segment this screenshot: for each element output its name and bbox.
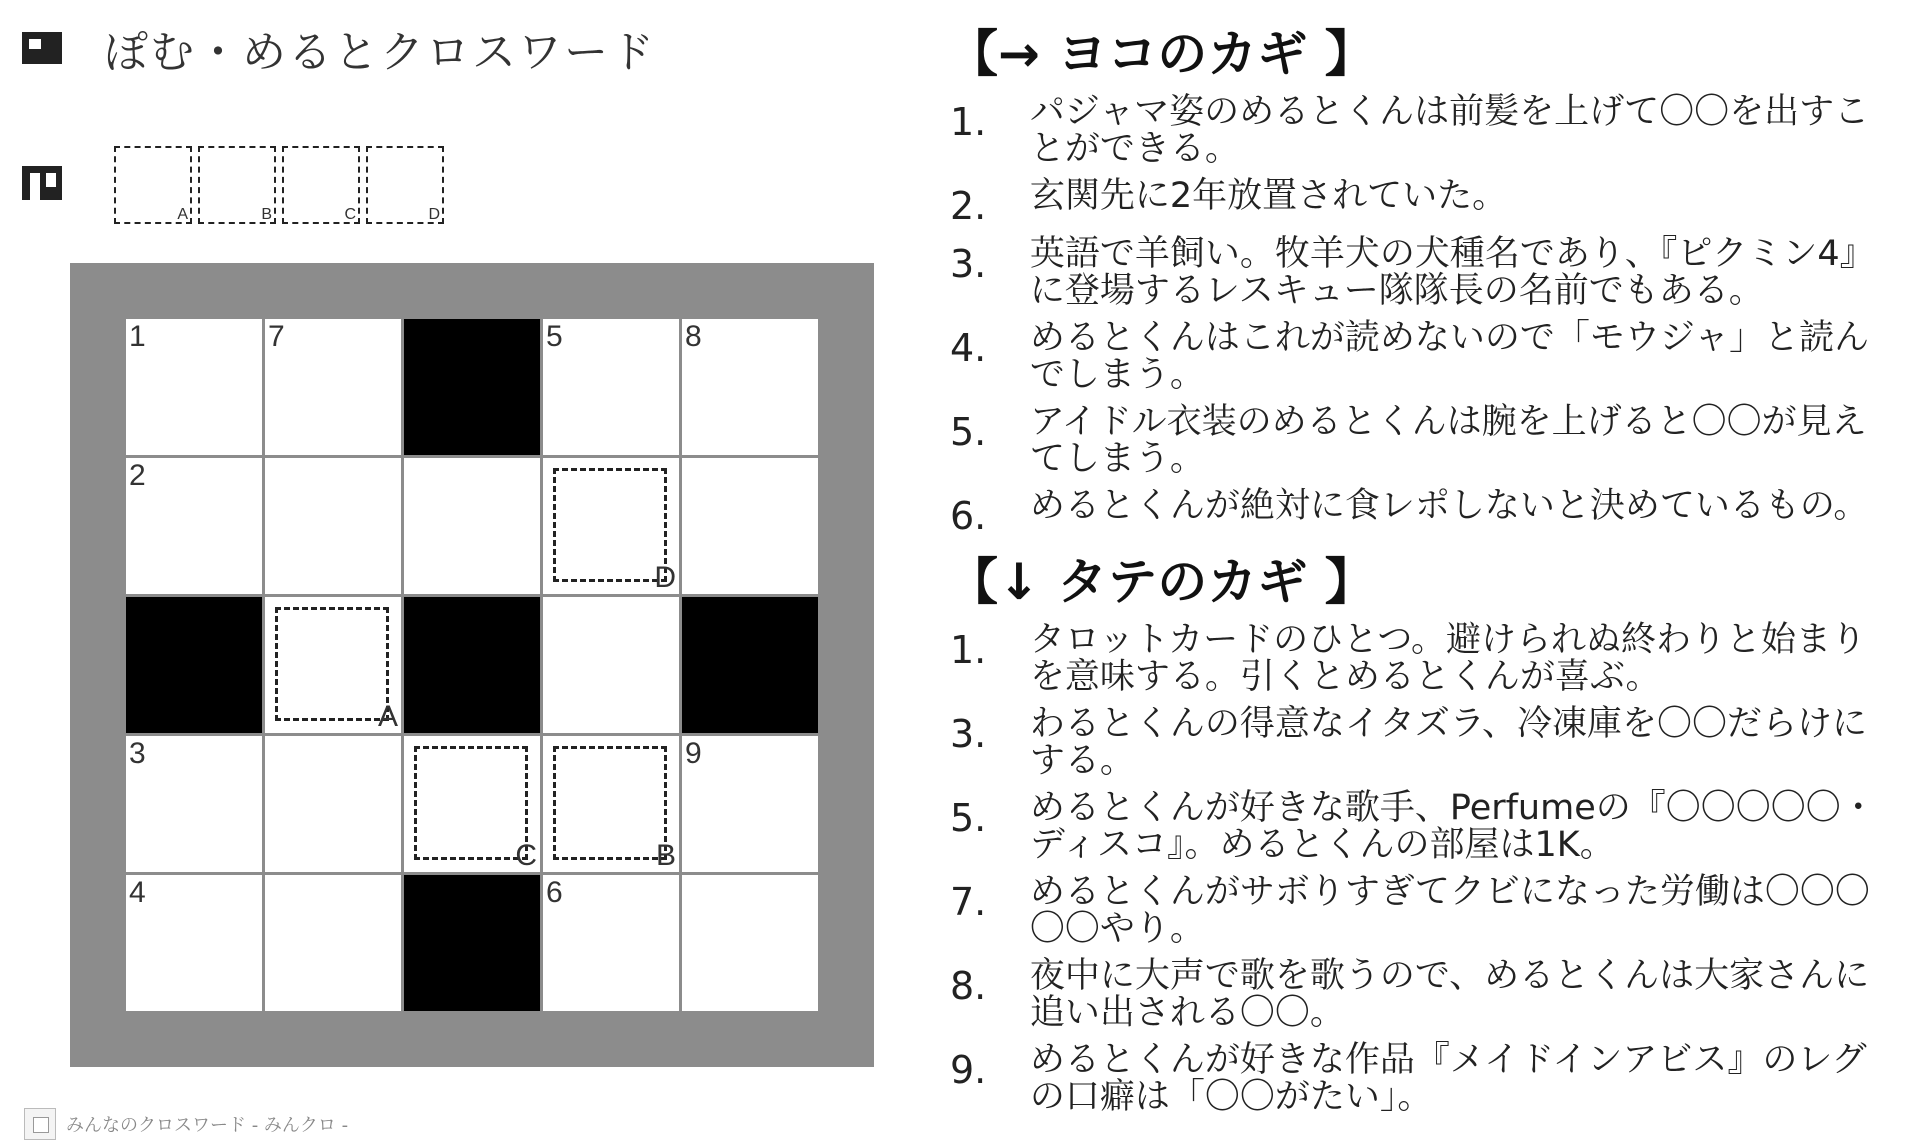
- clue-text: 夜中に大声で歌を歌うので、めるとくんは大家さんに追い出される〇〇。: [1029, 956, 1870, 1033]
- black-cell: [404, 875, 540, 1011]
- down-clue-item[interactable]: [948, 958, 1900, 1032]
- grid-cell[interactable]: [265, 319, 401, 455]
- grid-cell[interactable]: [543, 458, 679, 594]
- footer-text: みんなのクロスワード - みんクロ -: [66, 1115, 349, 1136]
- clue-number: 1.: [950, 100, 987, 144]
- grid-cell[interactable]: [404, 458, 540, 594]
- answer-marker: C: [515, 839, 537, 872]
- answer-label: B: [261, 206, 272, 223]
- down-heading: 【↓ タテのカギ 】: [948, 553, 1375, 611]
- black-cell: [126, 597, 262, 733]
- grid-cell[interactable]: [682, 875, 818, 1011]
- clue-text: パジャマ姿のめるとくんは前髪を上げて〇〇を出すことができる。: [1029, 92, 1870, 169]
- answer-box-a[interactable]: [114, 146, 192, 224]
- clue-text: 玄関先に2年放置されていた。: [1029, 176, 1508, 216]
- crossword-board: [70, 263, 874, 1067]
- clue-text: めるとくんが絶対に食レポしないと決めているもの。: [1029, 486, 1869, 526]
- cell-number: 3: [129, 737, 146, 770]
- header: [22, 18, 656, 78]
- grid-cell[interactable]: [543, 319, 679, 455]
- answer-label: C: [344, 206, 356, 223]
- clue-number: 4.: [950, 326, 987, 370]
- puzzle-logo-icon: [22, 32, 62, 64]
- grid-cell[interactable]: [265, 458, 401, 594]
- grid-cell[interactable]: [265, 597, 401, 733]
- across-clue-item[interactable]: [948, 94, 1900, 168]
- across-heading: 【→ ヨコのカギ 】: [948, 25, 1375, 83]
- site-logo-icon: [24, 1108, 56, 1140]
- clue-number: 3.: [950, 712, 987, 756]
- grid-cell[interactable]: [265, 736, 401, 872]
- clue-number: 5.: [950, 796, 987, 840]
- clue-text: 英語で羊飼い。牧羊犬の犬種名であり、『ピクミン4』に登場するレスキュー隊隊長の名前でもある。: [1029, 234, 1875, 311]
- clue-number: 2.: [950, 184, 987, 228]
- cell-number: 2: [129, 459, 146, 492]
- answer-boxes: [114, 146, 450, 224]
- cell-number: 4: [129, 876, 146, 909]
- grid-cell[interactable]: [543, 597, 679, 733]
- answer-letter-box: [553, 746, 667, 860]
- clue-number: 9.: [950, 1048, 987, 1092]
- grid-cell[interactable]: [126, 875, 262, 1011]
- answer-letter-box: [553, 468, 667, 582]
- black-cell: [404, 319, 540, 455]
- across-clue-list: [948, 94, 1900, 536]
- answer-box-c[interactable]: [282, 146, 360, 224]
- down-clue-item[interactable]: [948, 1042, 1900, 1116]
- clue-number: 6.: [950, 494, 987, 538]
- clue-text: タロットカードのひとつ。避けられぬ終わりと始まりを意味する。引くとめるとくんが喜ぶ。: [1029, 620, 1866, 697]
- across-clue-item[interactable]: [948, 236, 1900, 310]
- page-title: ぽむ・めるとクロスワード: [104, 27, 656, 78]
- answer-marker: B: [655, 839, 676, 872]
- answer-icon: [22, 166, 62, 200]
- answer-marker: D: [654, 561, 676, 594]
- grid-cell[interactable]: [682, 319, 818, 455]
- cell-number: 7: [268, 320, 285, 353]
- cell-number: 9: [685, 737, 702, 770]
- across-clue-item[interactable]: [948, 178, 1900, 226]
- grid-cell[interactable]: [126, 319, 262, 455]
- answer-label: D: [428, 206, 440, 223]
- cell-number: 5: [546, 320, 563, 353]
- answer-letter-box: [275, 607, 389, 721]
- clue-text: わるとくんの得意なイタズラ、冷凍庫を〇〇だらけにする。: [1029, 704, 1868, 781]
- grid-cell[interactable]: [404, 736, 540, 872]
- cell-number: 8: [685, 320, 702, 353]
- down-clue-item[interactable]: [948, 874, 1900, 948]
- clue-number: 5.: [950, 410, 987, 454]
- clue-text: めるとくんが好きな歌手、Perfumeの『〇〇〇〇〇・ディスコ』。めるとくんの部屋は1K。: [1029, 788, 1876, 865]
- crossword-grid: [126, 319, 818, 1011]
- across-clue-item[interactable]: [948, 488, 1900, 536]
- grid-cell[interactable]: [126, 458, 262, 594]
- clue-text: めるとくんはこれが読めないので「モウジャ」と読んでしまう。: [1029, 318, 1870, 395]
- grid-cell[interactable]: [682, 458, 818, 594]
- down-clue-item[interactable]: [948, 622, 1900, 696]
- grid-cell[interactable]: [126, 736, 262, 872]
- answer-label: A: [177, 206, 188, 223]
- down-clue-list: [948, 622, 1900, 1116]
- footer: [24, 1108, 348, 1140]
- cell-number: 6: [546, 876, 563, 909]
- answer-box-d[interactable]: [366, 146, 444, 224]
- clue-text: めるとくんがサボりすぎてクビになった労働は〇〇〇〇〇やり。: [1029, 872, 1870, 949]
- down-clue-item[interactable]: [948, 790, 1900, 864]
- clue-number: 3.: [950, 242, 987, 286]
- across-clue-item[interactable]: [948, 404, 1900, 478]
- grid-cell[interactable]: [265, 875, 401, 1011]
- grid-cell[interactable]: [543, 875, 679, 1011]
- clue-number: 1.: [950, 628, 987, 672]
- black-cell: [682, 597, 818, 733]
- grid-cell[interactable]: [543, 736, 679, 872]
- clue-number: 7.: [950, 880, 987, 924]
- clue-number: 8.: [950, 964, 987, 1008]
- answer-section: [22, 146, 450, 224]
- across-clue-item[interactable]: [948, 320, 1900, 394]
- clues-panel: [948, 20, 1900, 1126]
- down-clue-item[interactable]: [948, 706, 1900, 780]
- answer-box-b[interactable]: [198, 146, 276, 224]
- answer-marker: A: [377, 700, 398, 733]
- clue-text: アイドル衣装のめるとくんは腕を上げると〇〇が見えてしまう。: [1029, 402, 1867, 479]
- clue-text: めるとくんが好きな作品『メイドインアビス』のレグの口癖は「〇〇がたい」。: [1029, 1040, 1867, 1117]
- answer-letter-box: [414, 746, 528, 860]
- black-cell: [404, 597, 540, 733]
- cell-number: 1: [129, 320, 146, 353]
- grid-cell[interactable]: [682, 736, 818, 872]
